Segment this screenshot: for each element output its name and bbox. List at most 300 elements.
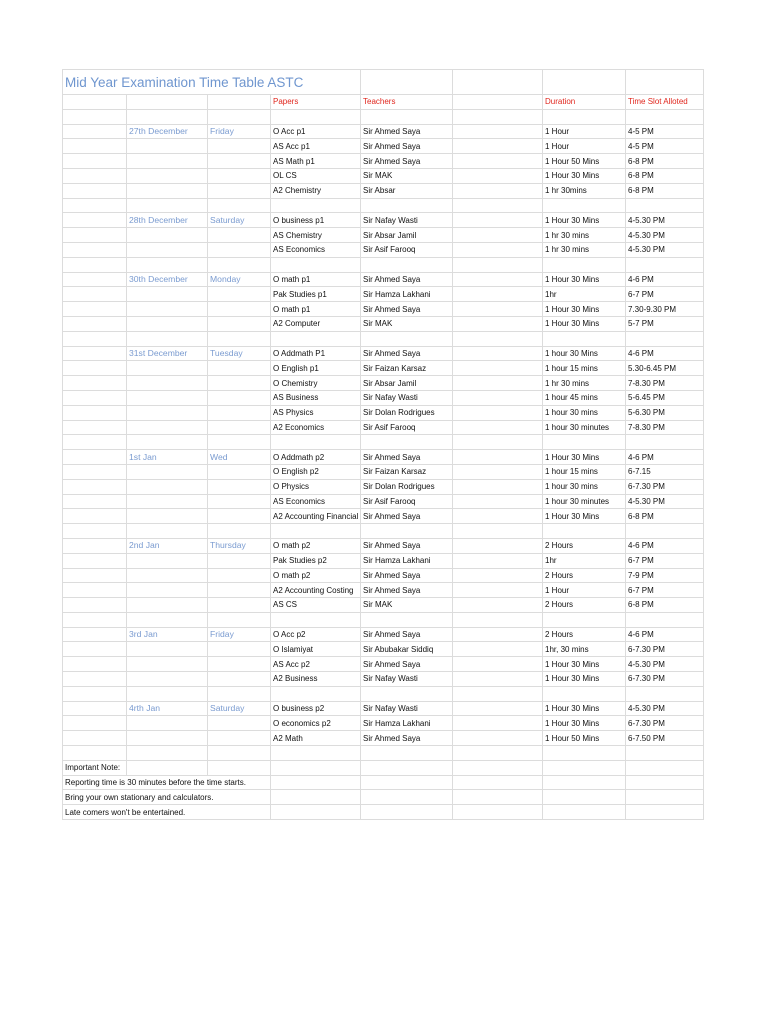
empty-cell[interactable] xyxy=(63,346,127,361)
note-line[interactable]: Late comers won't be entertained. xyxy=(63,805,271,820)
duration-cell[interactable]: 1 hour 15 mins xyxy=(543,361,626,376)
time-slot-cell[interactable]: 4-6 PM xyxy=(626,627,704,642)
empty-cell[interactable] xyxy=(361,435,453,450)
empty-cell[interactable] xyxy=(127,331,208,346)
empty-cell[interactable] xyxy=(63,657,127,672)
empty-cell[interactable] xyxy=(453,524,543,539)
paper-cell[interactable]: O English p2 xyxy=(271,464,361,479)
empty-cell[interactable] xyxy=(271,805,361,820)
paper-cell[interactable]: O math p2 xyxy=(271,538,361,553)
teacher-cell[interactable]: Sir Asif Farooq xyxy=(361,494,453,509)
exam-weekday[interactable]: Saturday xyxy=(208,213,271,228)
empty-cell[interactable] xyxy=(453,716,543,731)
paper-cell[interactable]: A2 Math xyxy=(271,731,361,746)
empty-cell[interactable] xyxy=(127,686,208,701)
duration-cell[interactable]: 1 hr 30 mins xyxy=(543,376,626,391)
empty-cell[interactable] xyxy=(208,405,271,420)
empty-cell[interactable] xyxy=(361,805,453,820)
paper-cell[interactable]: AS CS xyxy=(271,598,361,613)
teacher-cell[interactable]: Sir Absar xyxy=(361,183,453,198)
empty-cell[interactable] xyxy=(63,701,127,716)
paper-cell[interactable]: O Islamiyat xyxy=(271,642,361,657)
empty-cell[interactable] xyxy=(127,642,208,657)
empty-cell[interactable] xyxy=(127,612,208,627)
paper-cell[interactable]: O Chemistry xyxy=(271,376,361,391)
paper-cell[interactable]: A2 Computer xyxy=(271,316,361,331)
empty-cell[interactable] xyxy=(208,228,271,243)
note-line[interactable]: Reporting time is 30 minutes before the time starts. xyxy=(63,775,271,790)
page-title[interactable]: Mid Year Examination Time Table ASTC xyxy=(63,70,361,95)
paper-cell[interactable]: O math p1 xyxy=(271,272,361,287)
empty-cell[interactable] xyxy=(626,109,704,124)
paper-cell[interactable]: AS Math p1 xyxy=(271,154,361,169)
time-slot-cell[interactable]: 7-8.30 PM xyxy=(626,420,704,435)
empty-cell[interactable] xyxy=(127,257,208,272)
paper-cell[interactable]: AS Economics xyxy=(271,242,361,257)
empty-cell[interactable] xyxy=(208,568,271,583)
exam-weekday[interactable]: Wed xyxy=(208,450,271,465)
empty-cell[interactable] xyxy=(208,287,271,302)
empty-cell[interactable] xyxy=(271,746,361,761)
duration-cell[interactable]: 1 hr 30mins xyxy=(543,183,626,198)
empty-cell[interactable] xyxy=(271,109,361,124)
empty-cell[interactable] xyxy=(127,302,208,317)
empty-cell[interactable] xyxy=(271,612,361,627)
time-slot-cell[interactable]: 6-7.30 PM xyxy=(626,479,704,494)
paper-cell[interactable]: Pak Studies p1 xyxy=(271,287,361,302)
empty-cell[interactable] xyxy=(63,464,127,479)
duration-cell[interactable]: 1 hour 30 minutes xyxy=(543,420,626,435)
empty-cell[interactable] xyxy=(208,494,271,509)
empty-cell[interactable] xyxy=(63,746,127,761)
empty-cell[interactable] xyxy=(453,479,543,494)
time-slot-cell[interactable]: 4-6 PM xyxy=(626,450,704,465)
teacher-cell[interactable]: Sir Ahmed Saya xyxy=(361,154,453,169)
empty-cell[interactable] xyxy=(63,228,127,243)
empty-cell[interactable] xyxy=(543,760,626,775)
empty-cell[interactable] xyxy=(271,775,361,790)
empty-cell[interactable] xyxy=(127,183,208,198)
paper-cell[interactable]: O business p2 xyxy=(271,701,361,716)
empty-cell[interactable] xyxy=(453,361,543,376)
empty-cell[interactable] xyxy=(127,361,208,376)
empty-cell[interactable] xyxy=(63,95,127,110)
duration-cell[interactable]: 1 Hour 30 Mins xyxy=(543,672,626,687)
empty-cell[interactable] xyxy=(453,257,543,272)
duration-cell[interactable]: 1 Hour xyxy=(543,124,626,139)
time-slot-cell[interactable]: 4-5.30 PM xyxy=(626,213,704,228)
empty-cell[interactable] xyxy=(361,257,453,272)
paper-cell[interactable]: AS Business xyxy=(271,390,361,405)
empty-cell[interactable] xyxy=(543,331,626,346)
empty-cell[interactable] xyxy=(208,716,271,731)
empty-cell[interactable] xyxy=(453,420,543,435)
duration-cell[interactable]: 1 Hour xyxy=(543,139,626,154)
paper-cell[interactable]: O Acc p2 xyxy=(271,627,361,642)
empty-cell[interactable] xyxy=(127,553,208,568)
exam-date[interactable]: 30th December xyxy=(127,272,208,287)
teacher-cell[interactable]: Sir Ahmed Saya xyxy=(361,538,453,553)
duration-cell[interactable]: 1 hour 30 minutes xyxy=(543,494,626,509)
duration-cell[interactable]: 1 hr 30 mins xyxy=(543,242,626,257)
exam-weekday[interactable]: Tuesday xyxy=(208,346,271,361)
empty-cell[interactable] xyxy=(453,302,543,317)
exam-date[interactable]: 1st Jan xyxy=(127,450,208,465)
empty-cell[interactable] xyxy=(63,242,127,257)
empty-cell[interactable] xyxy=(63,109,127,124)
empty-cell[interactable] xyxy=(63,168,127,183)
empty-cell[interactable] xyxy=(543,612,626,627)
empty-cell[interactable] xyxy=(127,760,208,775)
duration-cell[interactable]: 1hr, 30 mins xyxy=(543,642,626,657)
time-slot-cell[interactable]: 4-5.30 PM xyxy=(626,228,704,243)
exam-date[interactable]: 3rd Jan xyxy=(127,627,208,642)
empty-cell[interactable] xyxy=(127,376,208,391)
header-teachers[interactable]: Teachers xyxy=(361,95,453,110)
paper-cell[interactable]: O math p1 xyxy=(271,302,361,317)
time-slot-cell[interactable]: 6-7 PM xyxy=(626,553,704,568)
empty-cell[interactable] xyxy=(63,124,127,139)
empty-cell[interactable] xyxy=(208,95,271,110)
time-slot-cell[interactable]: 4-5.30 PM xyxy=(626,242,704,257)
empty-cell[interactable] xyxy=(453,198,543,213)
empty-cell[interactable] xyxy=(127,479,208,494)
empty-cell[interactable] xyxy=(127,154,208,169)
empty-cell[interactable] xyxy=(63,494,127,509)
empty-cell[interactable] xyxy=(453,790,543,805)
empty-cell[interactable] xyxy=(361,109,453,124)
teacher-cell[interactable]: Sir MAK xyxy=(361,316,453,331)
time-slot-cell[interactable]: 6-7.30 PM xyxy=(626,642,704,657)
empty-cell[interactable] xyxy=(63,686,127,701)
duration-cell[interactable]: 1 hour 30 Mins xyxy=(543,346,626,361)
empty-cell[interactable] xyxy=(127,524,208,539)
empty-cell[interactable] xyxy=(361,70,453,95)
time-slot-cell[interactable]: 6-8 PM xyxy=(626,509,704,524)
empty-cell[interactable] xyxy=(63,154,127,169)
empty-cell[interactable] xyxy=(453,435,543,450)
empty-cell[interactable] xyxy=(453,686,543,701)
time-slot-cell[interactable]: 6-8 PM xyxy=(626,598,704,613)
empty-cell[interactable] xyxy=(543,70,626,95)
empty-cell[interactable] xyxy=(453,731,543,746)
empty-cell[interactable] xyxy=(453,701,543,716)
time-slot-cell[interactable]: 7-9 PM xyxy=(626,568,704,583)
paper-cell[interactable]: O Acc p1 xyxy=(271,124,361,139)
empty-cell[interactable] xyxy=(63,642,127,657)
empty-cell[interactable] xyxy=(453,183,543,198)
teacher-cell[interactable]: Sir Abubakar Siddiq xyxy=(361,642,453,657)
empty-cell[interactable] xyxy=(63,627,127,642)
paper-cell[interactable]: A2 Business xyxy=(271,672,361,687)
empty-cell[interactable] xyxy=(543,257,626,272)
empty-cell[interactable] xyxy=(208,686,271,701)
paper-cell[interactable]: O Addmath P1 xyxy=(271,346,361,361)
duration-cell[interactable]: 2 Hours xyxy=(543,627,626,642)
time-slot-cell[interactable]: 4-5 PM xyxy=(626,124,704,139)
exam-weekday[interactable]: Saturday xyxy=(208,701,271,716)
empty-cell[interactable] xyxy=(361,198,453,213)
empty-cell[interactable] xyxy=(271,331,361,346)
empty-cell[interactable] xyxy=(453,509,543,524)
empty-cell[interactable] xyxy=(127,716,208,731)
empty-cell[interactable] xyxy=(63,405,127,420)
teacher-cell[interactable]: Sir Nafay Wasti xyxy=(361,672,453,687)
empty-cell[interactable] xyxy=(63,524,127,539)
empty-cell[interactable] xyxy=(127,509,208,524)
teacher-cell[interactable]: Sir Ahmed Saya xyxy=(361,583,453,598)
empty-cell[interactable] xyxy=(626,775,704,790)
empty-cell[interactable] xyxy=(63,420,127,435)
empty-cell[interactable] xyxy=(271,198,361,213)
empty-cell[interactable] xyxy=(127,228,208,243)
empty-cell[interactable] xyxy=(63,716,127,731)
header-duration[interactable]: Duration xyxy=(543,95,626,110)
paper-cell[interactable]: OL CS xyxy=(271,168,361,183)
empty-cell[interactable] xyxy=(208,553,271,568)
empty-cell[interactable] xyxy=(453,672,543,687)
empty-cell[interactable] xyxy=(361,790,453,805)
duration-cell[interactable]: 1 Hour 30 Mins xyxy=(543,168,626,183)
empty-cell[interactable] xyxy=(208,302,271,317)
duration-cell[interactable]: 1 Hour xyxy=(543,583,626,598)
empty-cell[interactable] xyxy=(453,583,543,598)
duration-cell[interactable]: 1 Hour 30 Mins xyxy=(543,213,626,228)
teacher-cell[interactable]: Sir Nafay Wasti xyxy=(361,390,453,405)
exam-weekday[interactable]: Thursday xyxy=(208,538,271,553)
empty-cell[interactable] xyxy=(271,257,361,272)
duration-cell[interactable]: 1 Hour 30 Mins xyxy=(543,272,626,287)
time-slot-cell[interactable]: 6-7.50 PM xyxy=(626,731,704,746)
empty-cell[interactable] xyxy=(127,316,208,331)
empty-cell[interactable] xyxy=(453,760,543,775)
teacher-cell[interactable]: Sir Ahmed Saya xyxy=(361,139,453,154)
empty-cell[interactable] xyxy=(63,302,127,317)
empty-cell[interactable] xyxy=(63,612,127,627)
duration-cell[interactable]: 1hr xyxy=(543,287,626,302)
empty-cell[interactable] xyxy=(127,657,208,672)
empty-cell[interactable] xyxy=(208,198,271,213)
note-heading[interactable]: Important Note: xyxy=(63,760,127,775)
time-slot-cell[interactable]: 5-6.45 PM xyxy=(626,390,704,405)
empty-cell[interactable] xyxy=(63,538,127,553)
empty-cell[interactable] xyxy=(626,524,704,539)
time-slot-cell[interactable]: 6-8 PM xyxy=(626,168,704,183)
empty-cell[interactable] xyxy=(208,109,271,124)
empty-cell[interactable] xyxy=(543,524,626,539)
empty-cell[interactable] xyxy=(208,657,271,672)
empty-cell[interactable] xyxy=(453,70,543,95)
empty-cell[interactable] xyxy=(453,124,543,139)
empty-cell[interactable] xyxy=(63,376,127,391)
paper-cell[interactable]: Pak Studies p2 xyxy=(271,553,361,568)
paper-cell[interactable]: A2 Accounting Financial xyxy=(271,509,361,524)
empty-cell[interactable] xyxy=(208,464,271,479)
exam-date[interactable]: 2nd Jan xyxy=(127,538,208,553)
empty-cell[interactable] xyxy=(453,775,543,790)
empty-cell[interactable] xyxy=(453,376,543,391)
empty-cell[interactable] xyxy=(208,242,271,257)
empty-cell[interactable] xyxy=(453,746,543,761)
empty-cell[interactable] xyxy=(63,598,127,613)
empty-cell[interactable] xyxy=(208,642,271,657)
duration-cell[interactable]: 1 Hour 30 Mins xyxy=(543,450,626,465)
teacher-cell[interactable]: Sir Faizan Karsaz xyxy=(361,464,453,479)
empty-cell[interactable] xyxy=(361,331,453,346)
empty-cell[interactable] xyxy=(453,568,543,583)
empty-cell[interactable] xyxy=(127,168,208,183)
empty-cell[interactable] xyxy=(127,583,208,598)
empty-cell[interactable] xyxy=(271,686,361,701)
empty-cell[interactable] xyxy=(63,435,127,450)
empty-cell[interactable] xyxy=(63,331,127,346)
teacher-cell[interactable]: Sir Ahmed Saya xyxy=(361,272,453,287)
empty-cell[interactable] xyxy=(127,435,208,450)
time-slot-cell[interactable]: 4-6 PM xyxy=(626,346,704,361)
duration-cell[interactable]: 1 Hour 50 Mins xyxy=(543,154,626,169)
time-slot-cell[interactable]: 4-5 PM xyxy=(626,139,704,154)
empty-cell[interactable] xyxy=(63,731,127,746)
time-slot-cell[interactable]: 4-5.30 PM xyxy=(626,657,704,672)
paper-cell[interactable]: O English p1 xyxy=(271,361,361,376)
empty-cell[interactable] xyxy=(453,109,543,124)
teacher-cell[interactable]: Sir Dolan Rodrigues xyxy=(361,479,453,494)
empty-cell[interactable] xyxy=(453,272,543,287)
empty-cell[interactable] xyxy=(453,450,543,465)
teacher-cell[interactable]: Sir Ahmed Saya xyxy=(361,509,453,524)
empty-cell[interactable] xyxy=(543,790,626,805)
empty-cell[interactable] xyxy=(626,612,704,627)
empty-cell[interactable] xyxy=(626,746,704,761)
empty-cell[interactable] xyxy=(63,450,127,465)
empty-cell[interactable] xyxy=(127,405,208,420)
exam-date[interactable]: 4rth Jan xyxy=(127,701,208,716)
empty-cell[interactable] xyxy=(453,139,543,154)
empty-cell[interactable] xyxy=(208,361,271,376)
teacher-cell[interactable]: Sir Hamza Lakhani xyxy=(361,716,453,731)
empty-cell[interactable] xyxy=(626,435,704,450)
empty-cell[interactable] xyxy=(63,583,127,598)
empty-cell[interactable] xyxy=(208,524,271,539)
empty-cell[interactable] xyxy=(626,686,704,701)
time-slot-cell[interactable]: 6-7 PM xyxy=(626,583,704,598)
teacher-cell[interactable]: Sir Faizan Karsaz xyxy=(361,361,453,376)
paper-cell[interactable]: AS Economics xyxy=(271,494,361,509)
empty-cell[interactable] xyxy=(208,731,271,746)
empty-cell[interactable] xyxy=(271,790,361,805)
empty-cell[interactable] xyxy=(543,686,626,701)
empty-cell[interactable] xyxy=(127,746,208,761)
time-slot-cell[interactable]: 4-5.30 PM xyxy=(626,701,704,716)
empty-cell[interactable] xyxy=(63,257,127,272)
duration-cell[interactable]: 1 hr 30 mins xyxy=(543,228,626,243)
empty-cell[interactable] xyxy=(208,509,271,524)
empty-cell[interactable] xyxy=(543,198,626,213)
time-slot-cell[interactable]: 6-8 PM xyxy=(626,154,704,169)
empty-cell[interactable] xyxy=(63,139,127,154)
duration-cell[interactable]: 1 Hour 30 Mins xyxy=(543,302,626,317)
duration-cell[interactable]: 1 hour 15 mins xyxy=(543,464,626,479)
empty-cell[interactable] xyxy=(208,672,271,687)
empty-cell[interactable] xyxy=(271,760,361,775)
empty-cell[interactable] xyxy=(63,568,127,583)
empty-cell[interactable] xyxy=(453,598,543,613)
empty-cell[interactable] xyxy=(63,272,127,287)
paper-cell[interactable]: O math p2 xyxy=(271,568,361,583)
empty-cell[interactable] xyxy=(208,376,271,391)
empty-cell[interactable] xyxy=(208,435,271,450)
empty-cell[interactable] xyxy=(208,612,271,627)
empty-cell[interactable] xyxy=(127,287,208,302)
empty-cell[interactable] xyxy=(63,553,127,568)
empty-cell[interactable] xyxy=(127,139,208,154)
empty-cell[interactable] xyxy=(453,331,543,346)
empty-cell[interactable] xyxy=(127,731,208,746)
time-slot-cell[interactable]: 6-7 PM xyxy=(626,287,704,302)
empty-cell[interactable] xyxy=(208,316,271,331)
duration-cell[interactable]: 1 Hour 30 Mins xyxy=(543,701,626,716)
note-line[interactable]: Bring your own stationary and calculators. xyxy=(63,790,271,805)
paper-cell[interactable]: AS Acc p1 xyxy=(271,139,361,154)
time-slot-cell[interactable]: 5-7 PM xyxy=(626,316,704,331)
empty-cell[interactable] xyxy=(453,657,543,672)
empty-cell[interactable] xyxy=(543,435,626,450)
teacher-cell[interactable]: Sir Hamza Lakhani xyxy=(361,287,453,302)
time-slot-cell[interactable]: 6-7.30 PM xyxy=(626,716,704,731)
empty-cell[interactable] xyxy=(453,553,543,568)
empty-cell[interactable] xyxy=(626,331,704,346)
empty-cell[interactable] xyxy=(543,109,626,124)
time-slot-cell[interactable]: 7-8.30 PM xyxy=(626,376,704,391)
duration-cell[interactable]: 1 Hour 30 Mins xyxy=(543,509,626,524)
paper-cell[interactable]: O business p1 xyxy=(271,213,361,228)
header-time-slot[interactable]: Time Slot Alloted xyxy=(626,95,704,110)
empty-cell[interactable] xyxy=(127,494,208,509)
time-slot-cell[interactable]: 7.30-9.30 PM xyxy=(626,302,704,317)
paper-cell[interactable]: AS Physics xyxy=(271,405,361,420)
duration-cell[interactable]: 2 Hours xyxy=(543,598,626,613)
paper-cell[interactable]: O Addmath p2 xyxy=(271,450,361,465)
empty-cell[interactable] xyxy=(271,524,361,539)
empty-cell[interactable] xyxy=(63,509,127,524)
empty-cell[interactable] xyxy=(453,346,543,361)
time-slot-cell[interactable]: 4-6 PM xyxy=(626,538,704,553)
empty-cell[interactable] xyxy=(453,390,543,405)
empty-cell[interactable] xyxy=(208,331,271,346)
duration-cell[interactable]: 1 Hour 50 Mins xyxy=(543,731,626,746)
empty-cell[interactable] xyxy=(453,538,543,553)
empty-cell[interactable] xyxy=(361,775,453,790)
empty-cell[interactable] xyxy=(63,390,127,405)
empty-cell[interactable] xyxy=(453,213,543,228)
duration-cell[interactable]: 2 Hours xyxy=(543,568,626,583)
empty-cell[interactable] xyxy=(453,805,543,820)
empty-cell[interactable] xyxy=(453,464,543,479)
empty-cell[interactable] xyxy=(361,760,453,775)
empty-cell[interactable] xyxy=(361,612,453,627)
empty-cell[interactable] xyxy=(453,95,543,110)
duration-cell[interactable]: 1 hour 45 mins xyxy=(543,390,626,405)
time-slot-cell[interactable]: 6-7.30 PM xyxy=(626,672,704,687)
empty-cell[interactable] xyxy=(127,109,208,124)
empty-cell[interactable] xyxy=(626,70,704,95)
empty-cell[interactable] xyxy=(543,746,626,761)
empty-cell[interactable] xyxy=(543,775,626,790)
empty-cell[interactable] xyxy=(127,95,208,110)
empty-cell[interactable] xyxy=(127,464,208,479)
empty-cell[interactable] xyxy=(208,139,271,154)
duration-cell[interactable]: 1 hour 30 mins xyxy=(543,405,626,420)
